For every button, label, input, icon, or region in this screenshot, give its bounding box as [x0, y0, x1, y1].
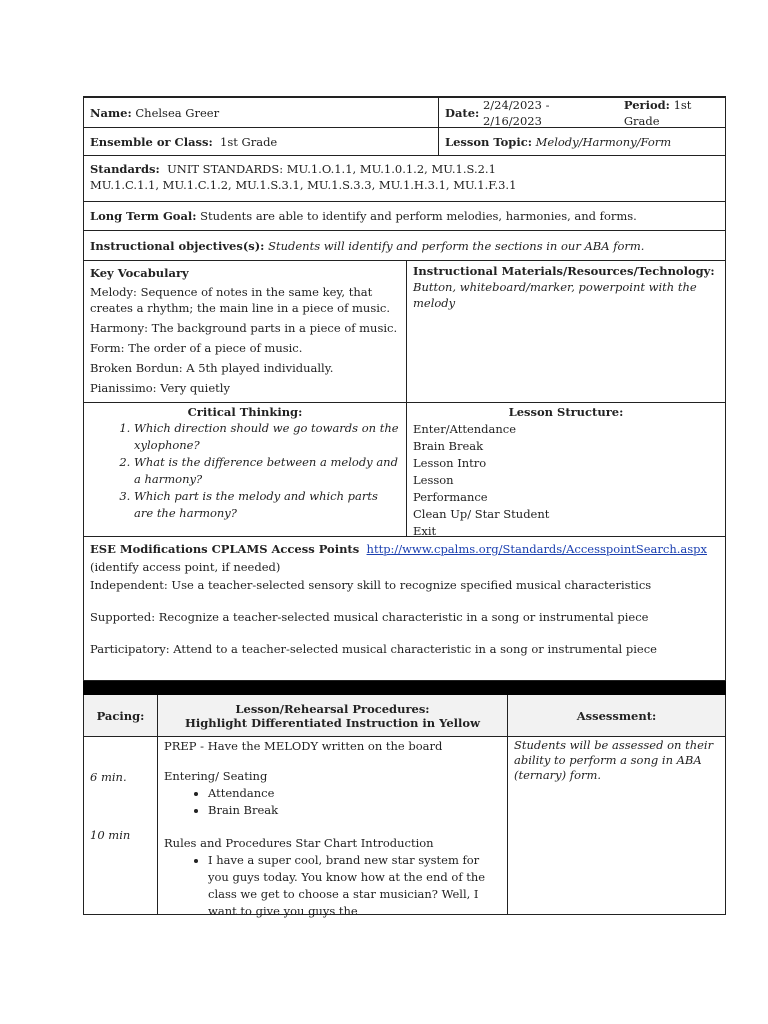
ensemble-label: Ensemble or Class:: [90, 134, 213, 149]
standards-line2: MU.1.C.1.1, MU.1.C.1.2, MU.1.S.3.1, MU.1.S.3.3, MU.1.H.3.1, MU.1.F.3.1: [90, 178, 517, 192]
procedures-header-line1: Lesson/Rehearsal Procedures:: [235, 701, 430, 716]
objectives-label: Instructional objectives(s):: [90, 238, 265, 253]
long-term-goal-cell: [84, 202, 725, 230]
topic-cell: [438, 128, 725, 155]
assessment-text: Students will be assessed on their ability to perform a song in ABA (ternary) form.: [514, 738, 714, 782]
standards-cell: [84, 156, 725, 201]
critical-thinking-list: [90, 420, 400, 522]
long-term-goal-text: Students are able to identify and perform melodies, harmonies, and forms.: [200, 209, 637, 223]
ese-row: [83, 537, 726, 681]
ese-title: ESE Modifications CPLAMS Access Points: [90, 542, 360, 556]
ensemble-value: 1st Grade: [220, 134, 278, 149]
materials-text: Button, whiteboard/marker, powerpoint with the melody: [413, 280, 697, 310]
critical-question: 3. Which part is the melody and which parts are the harmony?: [134, 488, 400, 522]
assessment-header: [507, 695, 725, 736]
critical-thinking-title: Critical Thinking:: [187, 405, 303, 419]
long-term-goal-row: [83, 202, 726, 231]
date-cell: [438, 98, 725, 127]
structure-item: Enter/Attendance: [413, 422, 517, 436]
ese-independent: Independent: Use a teacher-selected sensory skill to recognize specified musical characteristics: [90, 578, 652, 592]
structure-item: Exit: [413, 524, 437, 538]
procedures-header-row: [83, 695, 726, 737]
pacing-header: [84, 695, 157, 736]
rules-list: [164, 852, 501, 920]
vocab-item: Pianissimo: Very quietly: [90, 381, 230, 395]
section-divider: [83, 681, 726, 695]
entering-item: • Attendance: [208, 785, 501, 802]
topic-label: Lesson Topic:: [445, 134, 532, 149]
entering-list: [164, 785, 501, 819]
critical-question: 1. Which direction should we go towards on the xylophone?: [134, 420, 400, 454]
standards-row: [83, 156, 726, 202]
structure-item: Lesson Intro: [413, 456, 487, 470]
pacing-2: 10 min: [90, 828, 131, 842]
long-term-goal-label: Long Term Goal:: [90, 209, 197, 223]
procedures-body-row: [83, 737, 726, 918]
critical-thinking-cell: [84, 403, 406, 536]
pacing-cell: [84, 737, 157, 914]
ese-participatory: Participatory: Attend to a teacher-selected musical characteristic in a song or instrumental piece: [90, 642, 657, 656]
structure-item: Lesson: [413, 473, 454, 487]
name-date-row: [83, 96, 726, 128]
period-label: Period:: [623, 97, 670, 112]
prep-text: PREP - Have the MELODY written on the board: [164, 739, 443, 753]
vocabulary-materials-row: [83, 261, 726, 403]
entering-text: Entering/ Seating: [164, 769, 268, 783]
date-value: 2/24/2023 - 2/16/2023: [482, 97, 550, 128]
objectives-row: [83, 231, 726, 261]
materials-cell: [406, 261, 725, 402]
materials-title: Instructional Materials/Resources/Technology:: [413, 264, 715, 278]
procedures-cell: [157, 737, 507, 918]
structure-item: Performance: [413, 490, 488, 504]
ese-note: (identify access point, if needed): [90, 560, 281, 574]
vocab-item: Melody: Sequence of notes in the same key, that creates a rhythm; the main line in a piece of music.: [90, 285, 390, 315]
name-value: Chelsea Greer: [135, 105, 220, 120]
date-label: Date:: [445, 105, 480, 120]
ensemble-cell: [84, 128, 438, 155]
assessment-cell: [507, 737, 725, 914]
ensemble-topic-row: [83, 128, 726, 156]
procedures-header-line2: Highlight Differentiated Instruction in Yellow: [185, 715, 480, 730]
rules-text: Rules and Procedures Star Chart Introduction: [164, 836, 434, 850]
assessment-header-text: Assessment:: [576, 708, 657, 723]
vocab-item: Broken Bordun: A 5th played individually.: [90, 361, 334, 375]
cpalms-link[interactable]: http://www.cpalms.org/Standards/AccesspointSearch.aspx: [366, 542, 708, 556]
lesson-plan: [83, 96, 726, 918]
standards-label: Standards:: [90, 162, 160, 176]
lesson-structure-cell: [406, 403, 725, 536]
pacing-header-text: Pacing:: [96, 708, 145, 723]
rules-item: • I have a super cool, brand new star system for you guys today. You know how at the end of the class we get to choose a star musician? Well, I want to give you guys the: [208, 852, 501, 920]
vocab-item: Form: The order of a piece of music.: [90, 341, 303, 355]
objectives-cell: [84, 231, 725, 260]
procedures-header: [157, 695, 507, 736]
period-value: 1st Grade: [623, 97, 692, 128]
standards-line1: UNIT STANDARDS: MU.1.O.1.1, MU.1.0.1.2, MU.1.S.2.1: [167, 162, 496, 176]
name-label: Name:: [90, 105, 132, 120]
vocabulary-cell: [84, 261, 406, 402]
vocabulary-title: Key Vocabulary: [90, 266, 189, 280]
critical-question: 2. What is the difference between a melody and a harmony?: [134, 454, 400, 488]
critical-structure-row: [83, 403, 726, 537]
name-cell: [84, 98, 438, 127]
topic-value: Melody/Harmony/Form: [535, 134, 672, 149]
pacing-1: 6 min.: [90, 770, 127, 784]
vocab-item: Harmony: The background parts in a piece of music.: [90, 321, 398, 335]
ese-supported: Supported: Recognize a teacher-selected musical characteristic in a song or instrumental piece: [90, 610, 649, 624]
entering-item: • Brain Break: [208, 802, 501, 819]
structure-item: Clean Up/ Star Student: [413, 507, 550, 521]
lesson-structure-title: Lesson Structure:: [508, 405, 624, 419]
ese-cell: [84, 537, 725, 680]
objectives-text: Students will identify and perform the sections in our ABA form.: [268, 238, 645, 253]
structure-item: Brain Break: [413, 439, 484, 453]
